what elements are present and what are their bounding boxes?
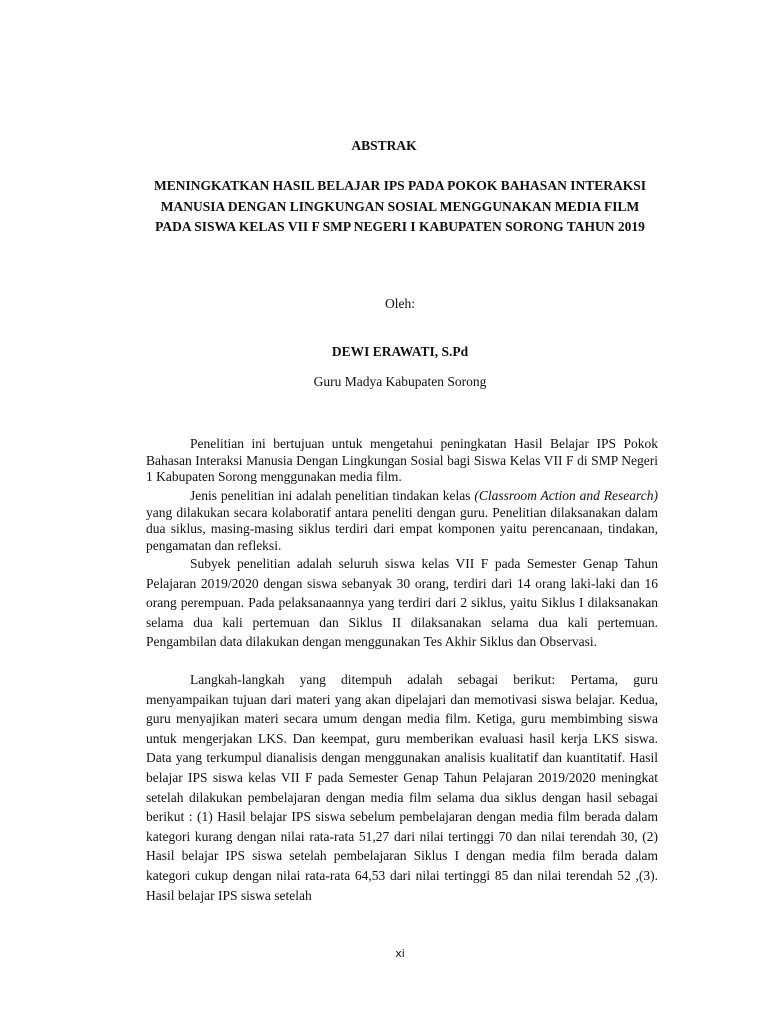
author-name: DEWI ERAWATI, S.Pd bbox=[331, 344, 469, 359]
author-affiliation: Guru Madya Kabupaten Sorong bbox=[313, 374, 487, 389]
by-label: Oleh: bbox=[385, 296, 415, 311]
paragraph-purpose: Penelitian ini bertujuan untuk mengetahui peningkatan Hasil Belajar IPS Pokok Bahasan Interaksi Manusia Dengan Lingkungan Sosial bagi Siswa Kelas VII F di SMP Negeri 1 Kabupaten Sorong menggunakan media film. bbox=[146, 436, 658, 484]
method-text-end: yang dilakukan secara kolaboratif antara peneliti dengan guru. Penelitian dilaksanakan dalam dua siklus, masing-masing siklus terdiri dari empat komponen yaitu perencanaan, tindakan, pengamatan dan refleksi. bbox=[146, 504, 658, 553]
abstract-heading: ABSTRAK bbox=[351, 138, 417, 153]
paragraph-subject: Subyek penelitian adalah seluruh siswa kelas VII F pada Semester Genap Tahun Pelajaran 2019/2020 dengan siswa sebanyak 30 orang, terdiri dari 14 orang laki-laki dan 16 orang perempuan. Pada pelaksanaannya yang terdiri dari 2 siklus, yaitu Siklus I dilaksanakan selama dua kali pertemuan dan Siklus II dilaksanakan selama dua kali pertemuan. Pengambilan data dilakukan dengan menggunakan Tes Akhir Siklus dan Observasi. bbox=[146, 556, 658, 650]
paragraph-steps: Langkah-langkah yang ditempuh adalah sebagai berikut: Pertama, guru menyampaikan tujuan dari materi yang akan dipelajari dan memotivasi siswa belajar. Kedua, guru menyajikan materi secara umum dengan media film. Ketiga, guru membimbing siswa untuk mengerjakan LKS. Dan keempat, guru memberikan evaluasi hasil kerja LKS siswa. Data yang terkumpul dianalisis dengan menggunakan analisis kualitatif dan kuantitatif. Hasil belajar IPS siswa kelas VII F pada Semester Genap Tahun Pelajaran 2019/2020 meningkat setelah dilakukan pembelajaran dengan media film selama dua siklus dengan hasil sebagai berikut : (1) Hasil belajar IPS siswa sebelum pembelajaran dengan media film berada dalam kategori kurang dengan nilai rata-rata 51,27 dari nilai tertinggi 70 dan nilai terendah 30, (2) Hasil belajar IPS siswa setelah pembelajaran Siklus I dengan media film berada dalam kategori cukup dengan nilai rata-rata 64,53 dari nilai tertinggi 85 dan nilai terendah 52 ,(3). Hasil belajar IPS siswa setelah bbox=[146, 672, 658, 903]
method-text-start: Jenis penelitian ini adalah penelitian tindakan kelas bbox=[190, 488, 475, 503]
document-title: MENINGKATKAN HASIL BELAJAR IPS PADA POKOK BAHASAN INTERAKSI MANUSIA DENGAN LINGKUNGAN SOSIAL MENGGUNAKAN MEDIA FILM PADA SISWA KELAS VII F SMP NEGERI I KABUPATEN SORONG TAHUN 2019 bbox=[154, 178, 646, 234]
method-term-italic: (Classroom Action and Research) bbox=[474, 488, 658, 503]
page-number: xi bbox=[395, 947, 405, 960]
paragraph-method bbox=[146, 488, 658, 554]
